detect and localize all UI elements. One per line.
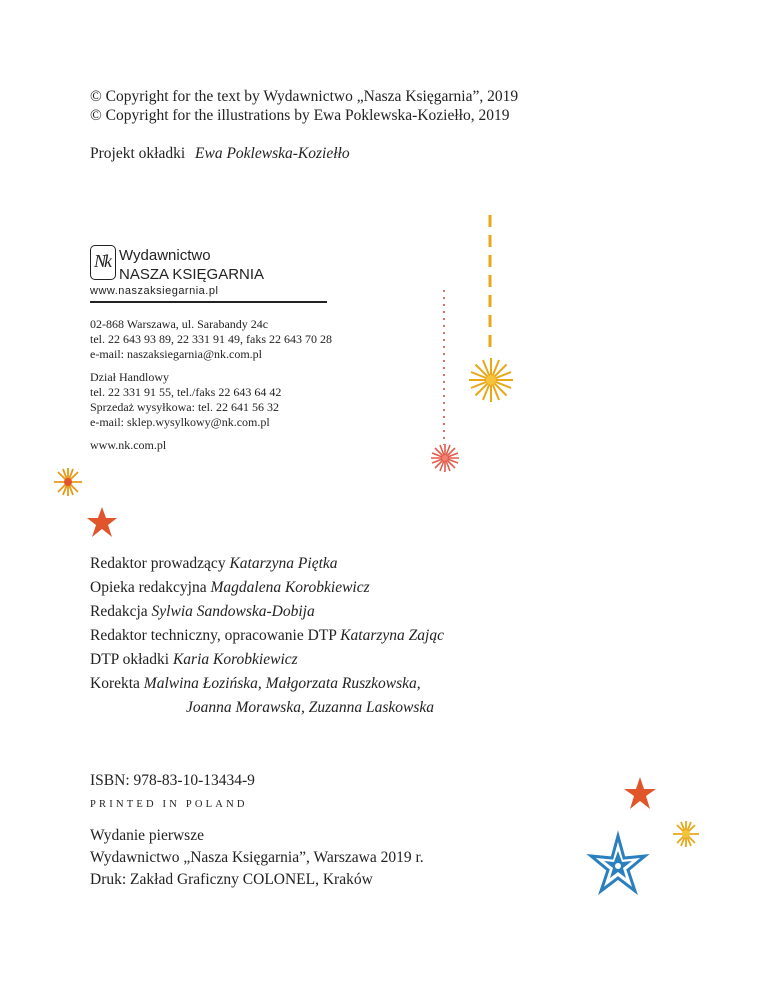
email: e-mail: naszaksiegarnia@nk.com.pl: [90, 347, 262, 361]
credit-row: Redaktor prowadzący Katarzyna Piętka: [90, 555, 338, 572]
copyright-illustrations: © Copyright for the illustrations by Ewa Poklewska-Koziełło, 2019: [90, 107, 510, 124]
phones: tel. 22 643 93 89, 22 331 91 49, faks 22 643 70 28: [90, 332, 332, 346]
cover-label: Projekt okładki: [90, 145, 186, 162]
blue-star-icon: [591, 836, 645, 891]
copyright-text: © Copyright for the text by Wydawnictwo „Nasza Księgarnia”, 2019: [90, 88, 519, 105]
logo-line2: NASZA KSIĘGARNIA: [119, 266, 265, 283]
shop-email: e-mail: sklep.wysylkowy@nk.com.pl: [90, 415, 270, 429]
credit-row: Redakcja Sylwia Sandowska-Dobija: [90, 603, 315, 620]
orange-star-icon: [87, 507, 117, 537]
logo-mark: Nk: [94, 251, 110, 271]
credit-row: Korekta Malwina Łozińska, Małgorzata Ruszkowska,: [90, 675, 421, 692]
printed-in: PRINTED IN POLAND: [90, 799, 248, 810]
credit-row: DTP okładki Karia Korobkiewicz: [90, 651, 298, 668]
sales-phones: tel. 22 331 91 55, tel./faks 22 643 64 42: [90, 385, 282, 399]
logo-line1: Wydawnictwo: [119, 247, 211, 264]
edition-line1: Wydanie pierwsze: [90, 827, 204, 844]
sales-title: Dział Handlowy: [90, 370, 169, 384]
orange-star-icon: [624, 777, 656, 809]
edition-line2: Wydawnictwo „Nasza Księgarnia”, Warszawa 2019 r.: [90, 849, 424, 866]
yellow-sunburst-small-icon: [673, 821, 699, 847]
mail-order: Sprzedaż wysyłkowa: tel. 22 641 56 32: [90, 400, 279, 414]
orange-sunburst-icon: [54, 468, 82, 496]
website: www.nk.com.pl: [90, 438, 167, 452]
yellow-sunburst-icon: [469, 358, 513, 402]
isbn: ISBN: 978-83-10-13434-9: [90, 772, 255, 789]
red-sunburst-icon: [431, 444, 459, 472]
credit-row: Redaktor techniczny, opracowanie DTP Katarzyna Zając: [90, 627, 444, 644]
credit-row: Joanna Morawska, Zuzanna Laskowska: [186, 699, 435, 716]
credit-row: Opieka redakcyjna Magdalena Korobkiewicz: [90, 579, 370, 596]
cover-designer: Ewa Poklewska-Koziełło: [195, 145, 350, 162]
address: 02-868 Warszawa, ul. Sarabandy 24c: [90, 317, 269, 331]
publisher-website-small: www.naszaksiegarnia.pl: [90, 285, 219, 297]
edition-line3: Druk: Zakład Graficzny COLONEL, Kraków: [90, 871, 373, 888]
